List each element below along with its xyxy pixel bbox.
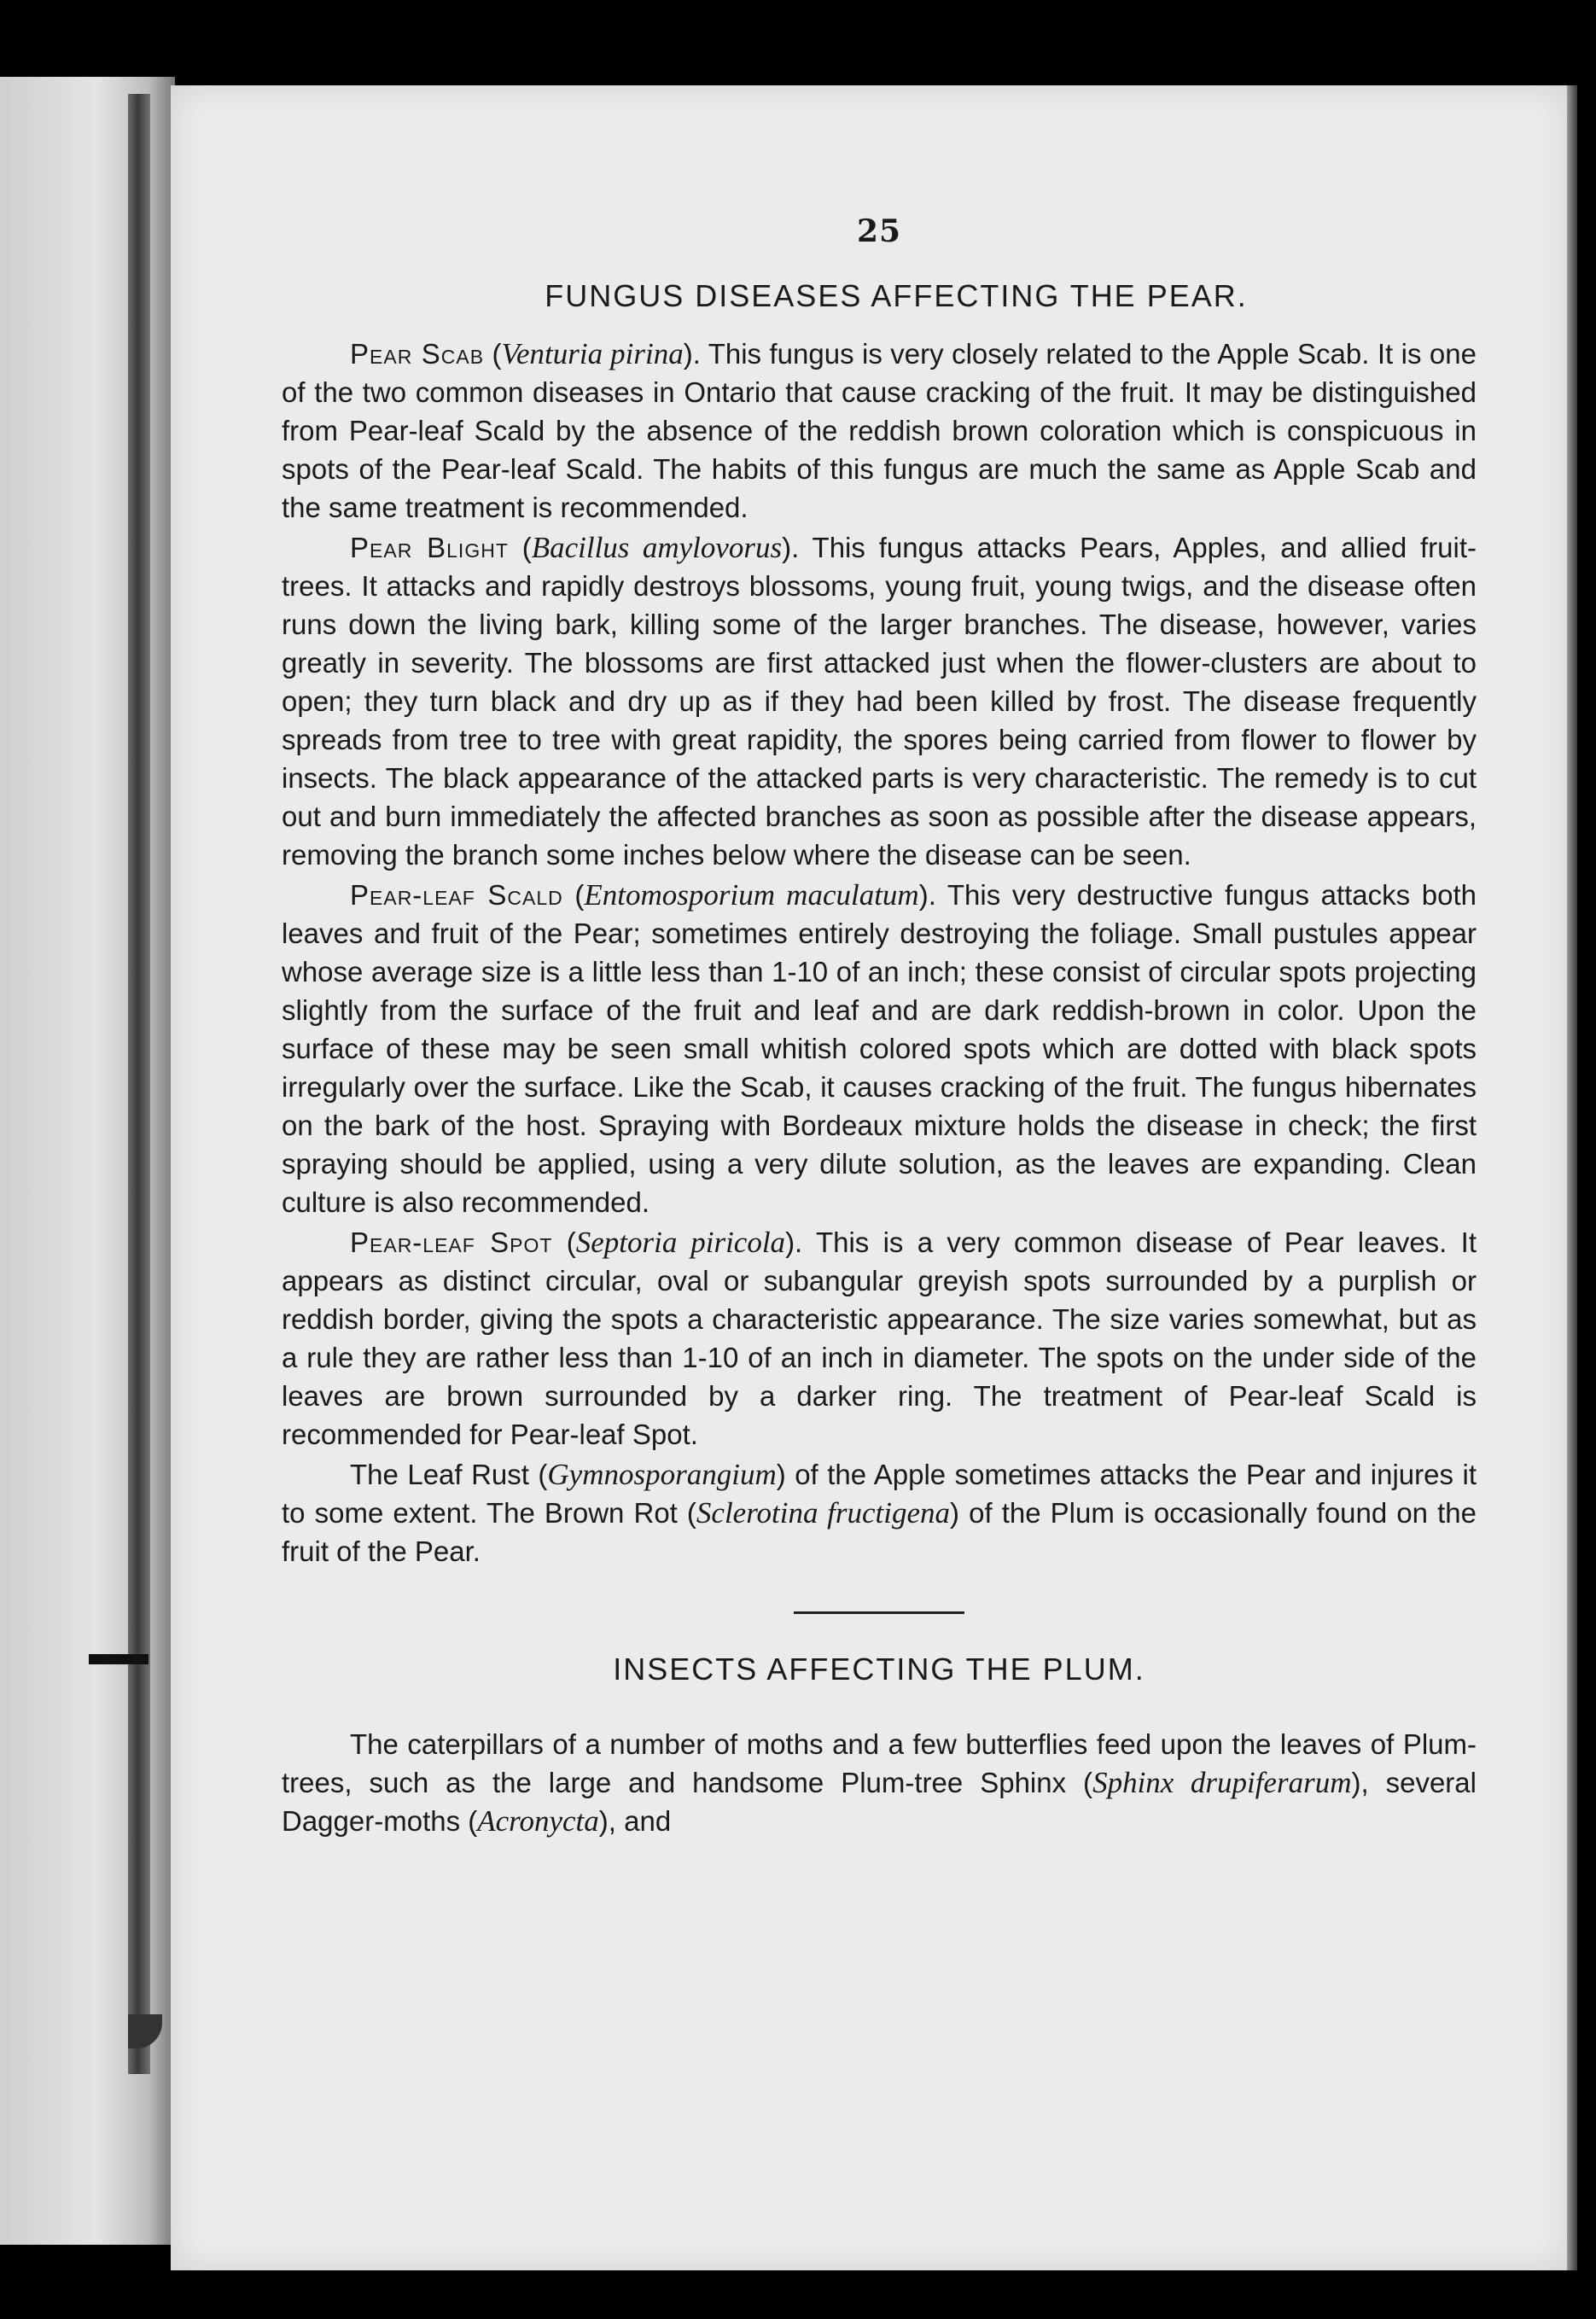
text-run: The Leaf Rust (: [350, 1459, 548, 1490]
latin-name: Sphinx drupiferarum: [1092, 1766, 1352, 1799]
paragraph-pear-leaf-scald: Pear-leaf Scald (Entomosporium maculatum). This very destructive fungus attacks both leaves and fruit of the Pear; sometimes entirely destroying the foliage. Small pustules appear whose average size is a little less than 1-10 of an inch; these consist of circular spots projecting slightly from the surface of the fruit and leaf and are dark reddish-brown in color. Upon the surface of these may be seen small whitish colored spots which are dotted with black spots irregularly over the surface. Like the Scab, it causes cracking of the fruit. The fungus hibernates on the bark of the host. Spraying with Bordeaux mixture holds the disease in check; the first spraying should be applied, using a very dilute solution, as the leaves are expanding. Clean culture is also recommended.: [282, 878, 1477, 1218]
binding-mark: [89, 1654, 149, 1664]
paragraph-pear-blight: Pear Blight (Bacillus amylovorus). This fungus attacks Pears, Apples, and allied fruit-trees. It attacks and rapidly destroys blossoms, young fruit, young twigs, and the disease often runs down the living bark, killing some of the larger branches. The disease, however, varies greatly in severity. The blossoms are first attacked just when the flower-clusters are about to open; they turn black and dry up as if they had been killed by frost. The disease frequently spreads from tree to tree with great rapidity, the spores being carried from flower to flower by insects. The black appearance of the attacked parts is very characteristic. The remedy is to cut out and burn immediately the affected branches as soon as possible after the disease appears, removing the branch some inches below where the disease can be seen.: [282, 531, 1477, 871]
paragraph-text: This is a very common disease of Pear leaves. It appears as distinct circular, oval or subangular greyish spots surrounded by a purplish or reddish border, giving the spots a characteristic appearance. The size varies somewhat, but as a rule they are rather less than 1-10 of an inch in diameter. The spots on the under side of the leaves are brown surrounded by a darker ring. The treatment of Pear-leaf Scald is recommended for Pear-leaf Spot.: [282, 1227, 1477, 1450]
term-name: Pear Blight: [350, 532, 509, 563]
book-page: [171, 85, 1570, 2270]
latin-name: Septoria piricola: [575, 1226, 786, 1259]
paragraph-text: This very destructive fungus attacks both leaves and fruit of the Pear; sometimes entirely destroying the foliage. Small pustules appear whose average size is a little less than 1-10 of an inch; these consist of circular spots projecting slightly from the surface of the fruit and leaf and are dark reddish-brown in color. Upon the surface of these may be seen small whitish colored spots which are dotted with black spots irregularly over the surface. Like the Scab, it causes cracking of the fruit. The fungus hibernates on the bark of the host. Spraying with Bordeaux mixture holds the disease in check; the first spraying should be applied, using a very dilute solution, as the leaves are expanding. Clean culture is also recommended.: [282, 879, 1477, 1218]
paragraph-caterpillars: [282, 1725, 1477, 1840]
paragraph-text: This fungus attacks Pears, Apples, and allied fruit-trees. It attacks and rapidly destroys blossoms, young fruit, young twigs, and the disease often runs down the living bark, killing some of the larger branches. The disease, however, varies greatly in severity. The blossoms are first attacked just when the flower-clusters are about to open; they turn black and dry up as if they had been killed by frost. The disease frequently spreads from tree to tree with great rapidity, the spores being carried from flower to flower by insects. The black appearance of the attacked parts is very characteristic. The remedy is to cut out and burn immediately the affected branches as soon as possible after the disease appears, removing the branch some inches below where the disease can be seen.: [282, 532, 1477, 871]
text-run: The caterpillars of a number of moths and a few butterflies feed upon the leaves of Plum-trees, such as the large and handsome Plum-tree Sphinx (: [282, 1728, 1477, 1798]
text-run: ) of the Plum is occasionally found on the fruit of the Pear.: [282, 1497, 1477, 1567]
page-right-edge: [1567, 85, 1577, 2270]
term-name: Pear Scab: [350, 338, 485, 370]
page-number: 25: [856, 213, 902, 249]
latin-name: Sclerotina fructigena: [696, 1496, 951, 1529]
latin-name: Gymnosporangium: [547, 1458, 777, 1491]
text-run: ), and: [598, 1805, 672, 1837]
section-heading-fungus: FUNGUS DISEASES AFFECTING THE PEAR.: [545, 278, 1248, 313]
latin-name: Acronycta: [477, 1804, 599, 1838]
latin-name: Venturia pirina: [501, 337, 684, 370]
paragraph-leaf-rust: [282, 1455, 1477, 1570]
paragraph-pear-scab: Pear Scab (Venturia pirina). This fungus is very closely related to the Apple Scab. It is one of the two common diseases in Ontario that cause cracking of the fruit. It may be distinguished from Pear-leaf Scald by the absence of the reddish brown coloration which is conspicuous in spots of the Pear-leaf Scald. The habits of this fungus are much the same as Apple Scab and the same treatment is recommended.: [282, 337, 1477, 523]
term-name: Pear-leaf Spot: [350, 1227, 553, 1258]
latin-name: Bacillus amylovorus: [531, 531, 783, 564]
latin-name: Entomosporium maculatum: [584, 878, 919, 912]
book-spine-shadow: [128, 94, 150, 2074]
section-divider: [794, 1611, 964, 1614]
term-name: Pear-leaf Scald: [350, 879, 563, 911]
text-run: ) of the Apple sometimes attacks the Pear and injures it to some extent. The Brown Rot (: [282, 1459, 1477, 1529]
section-heading-insects: INSECTS AFFECTING THE PLUM.: [613, 1652, 1145, 1687]
page-content: [282, 213, 1477, 1840]
text-run: ), several Dagger-moths (: [282, 1767, 1477, 1837]
paragraph-text: This fungus is very closely related to the Apple Scab. It is one of the two common diseases in Ontario that cause cracking of the fruit. It may be distinguished from Pear-leaf Scald by the absence of the reddish brown coloration which is conspicuous in spots of the Pear-leaf Scald. The habits of this fungus are much the same as Apple Scab and the same treatment is recommended.: [282, 338, 1477, 523]
paragraph-pear-leaf-spot: Pear-leaf Spot (Septoria piricola). This is a very common disease of Pear leaves. It appears as distinct circular, oval or subangular greyish spots surrounded by a purplish or reddish border, giving the spots a characteristic appearance. The size varies somewhat, but as a rule they are rather less than 1-10 of an inch in diameter. The spots on the under side of the leaves are brown surrounded by a darker ring. The treatment of Pear-leaf Scald is recommended for Pear-leaf Spot.: [282, 1226, 1477, 1450]
